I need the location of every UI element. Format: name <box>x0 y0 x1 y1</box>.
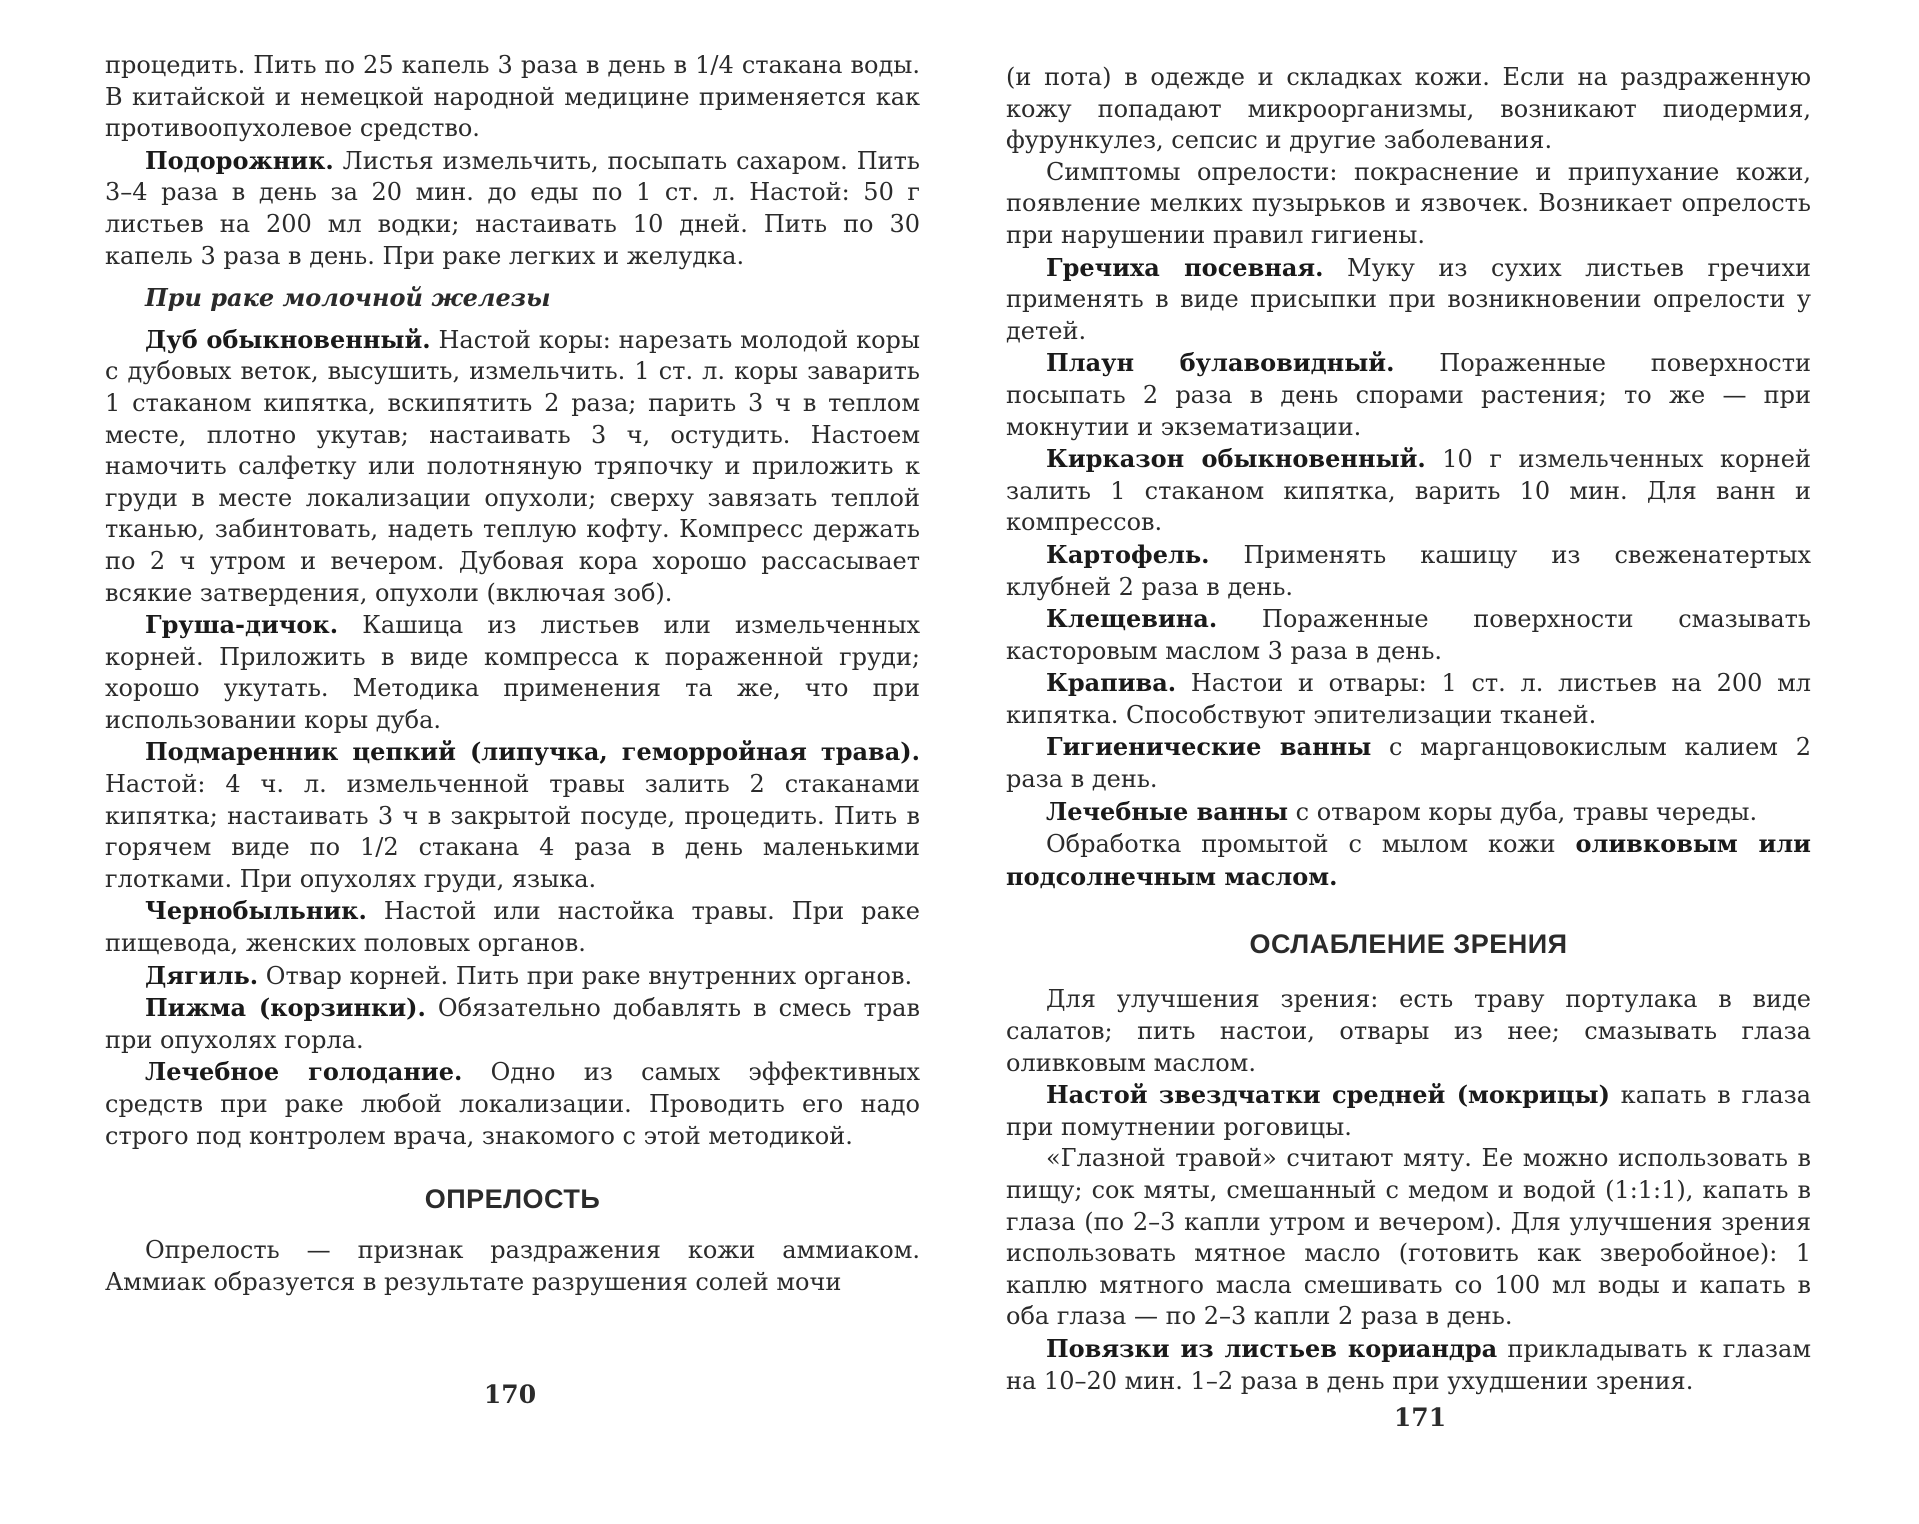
paragraph: (и пота) в одежде и складках кожи. Если на раздраженную кожу попадают микроорганизмы, возникают пиодермия, фурункулез, сепсис и другие заболевания. <box>1006 63 1811 155</box>
paragraph <box>1006 731 1811 795</box>
page-number: 170 <box>483 1380 537 1409</box>
paragraph-text: Настой коры: нарезать молодой коры с дубовых веток, высушить, измельчить. 1 ст. л. коры заварить 1 стаканом кипятка, вскипятить 2 раза; парить 3 ч в теплом месте, плотно укутав; настаивать 3 ч, остудить. Настоем намочить салфетку или полотняную тряпочку и приложить к груди в месте локализации опухоли; сверху завязать теплой тканью, забинтовать, надеть теплую кофту. Компресс держать по 2 ч утром и вечером. Дубовая кора хорошо рассасывает всякие затвердения, опухоли (включая зоб). <box>105 325 921 607</box>
paragraph <box>1006 828 1811 893</box>
paragraph <box>105 145 920 272</box>
herb-name: Плаун булавовидный. <box>1046 348 1395 378</box>
paragraph-text: Применять кашицу из свеженатертых клубней 2 раза в день. <box>1006 540 1811 601</box>
herb-name: Настой звездчатки средней (мокрицы) <box>1046 1080 1610 1110</box>
paragraph: Для улучшения зрения: есть траву портулака в виде салатов; пить настои, отвары из нее; смазывать глаза оливковым маслом. <box>1006 985 1811 1077</box>
page-number: 171 <box>1393 1403 1447 1432</box>
paragraph-text: Пораженные поверхности смазывать касторовым маслом 3 раза в день. <box>1006 605 1811 665</box>
paragraph-text: Кашица из листьев или измельченных корней. Приложить в виде компресса к пораженной груди; хорошо укутать. Методика применения та же, что при использовании коры дуба. <box>105 611 920 734</box>
section-title: ОСЛАБЛЕНИЕ ЗРЕНИЯ <box>1249 929 1568 960</box>
paragraph-text: Одно из самых эффективных средств при раке любой локализации. Проводить его надо строго под контролем врача, знакомого с этой методикой. <box>105 1058 921 1150</box>
herb-name: Крапива. <box>1046 668 1177 698</box>
paragraph-text: Муку из сухих листьев гречихи применять в виде присыпки при возникновении опрелости у детей. <box>1006 253 1812 345</box>
subheading: При раке молочной железы <box>145 283 551 313</box>
paragraph <box>1006 347 1811 443</box>
paragraph-text: Обязательно добавлять в смесь трав при опухолях горла. <box>105 994 920 1054</box>
herb-name: Клещевина. <box>1046 604 1218 634</box>
herb-name: Лечебные ванны <box>1046 796 1289 826</box>
page-left <box>105 50 920 1298</box>
paragraph-text: Настой или настойка травы. При раке пищевода, женских половых органов. <box>105 897 920 958</box>
herb-name: Чернобыльник. <box>145 896 367 926</box>
paragraph: «Глазной травой» считают мяту. Ее можно использовать в пищу; сок мяты, смешанный с медом и водой (1:1:1), капать в глаза (по 2–3 капли утром и вечером). Для улучшения зрения использовать мятное масло (готовить как зверобойное): 1 каплю мятного масла смешивать со 100 мл воды и капать в оба глаза — по 2–3 капли 2 раза в день. <box>1006 1144 1811 1331</box>
herb-name: Груша-дичок. <box>145 610 339 640</box>
herb-name: Гречиха посевная. <box>1046 252 1324 282</box>
paragraph-text: Настой: 4 ч. л. измельченной травы залить 2 стаканами кипятка; настаивать 3 ч в закрытой посуде, процедить. Пить в горячем виде по 1/2 стакана 4 раза в день маленькими глотками. При опухолях груди, языка. <box>105 770 920 893</box>
paragraph-text: 10 г измельченных корней залить 1 стаканом кипятка, варить 10 мин. Для ванн и компрессов. <box>1006 445 1811 537</box>
paragraph-text: с марганцовокислым калием 2 раза в день. <box>1006 733 1811 794</box>
paragraph: Симптомы опрелости: покраснение и припухание кожи, появление мелких пузырьков и язвочек. Возникает опрелость при нарушении правил гигиены. <box>1006 157 1811 249</box>
herb-name: оливковым или подсолнечным маслом. <box>1006 829 1811 891</box>
paragraph <box>105 960 920 993</box>
paragraph <box>1006 252 1811 348</box>
herb-name: Картофель. <box>1046 539 1210 569</box>
herb-name: Подмаренник цепкий (липучка, геморройная трава). <box>145 737 920 767</box>
herb-name: Лечебное голодание. <box>145 1057 463 1087</box>
paragraph <box>1006 1079 1811 1143</box>
paragraph <box>1006 667 1811 731</box>
page-right <box>1006 62 1811 1397</box>
herb-name: Подорожник. <box>145 145 334 175</box>
paragraph <box>105 736 920 895</box>
paragraph: Опрелость — признак раздражения кожи аммиаком. Аммиак образуется в результате разрушения солей мочи <box>105 1236 920 1296</box>
section-title: ОПРЕЛОСТЬ <box>424 1184 601 1215</box>
paragraph <box>105 609 920 736</box>
paragraph <box>105 324 920 609</box>
paragraph-text: Листья измельчить, посыпать сахаром. Пить 3–4 раза в день за 20 мин. до еды по 1 ст. л. Настой: 50 г листьев на 200 мл водки; настаивать 10 дней. Пить по 30 капель 3 раза в день. При раке легких и желудка. <box>105 146 920 270</box>
paragraph <box>1006 443 1811 539</box>
paragraph <box>105 992 920 1056</box>
paragraph-text: Пораженные поверхности посыпать 2 раза в день спорами растения; то же — при мокнутии и экзематизации. <box>1006 349 1812 441</box>
paragraph-text: Обработка промытой с мылом кожи <box>1046 830 1576 859</box>
herb-name: Кирказон обыкновенный. <box>1046 444 1426 474</box>
paragraph-text: Настои и отвары: 1 ст. л. листьев на 200 мл кипятка. Способствуют эпителизации тканей. <box>1006 669 1811 729</box>
paragraph <box>1006 796 1811 829</box>
herb-name: Гигиенические ванны <box>1046 732 1372 762</box>
herb-name: Пижма (корзинки). <box>145 993 426 1023</box>
paragraph-text: Отвар корней. Пить при раке внутренних органов. <box>258 961 913 990</box>
herb-name: Повязки из листьев кориандра <box>1046 1333 1498 1363</box>
paragraph <box>105 895 920 959</box>
paragraph-text: с отваром коры дуба, травы череды. <box>1288 797 1758 826</box>
paragraph <box>1006 539 1811 603</box>
paragraph-text: прикладывать к глазам на 10–20 мин. 1–2 раза в день при ухудшении зрения. <box>1006 1334 1811 1395</box>
paragraph-text: капать в глаза при помутнении роговицы. <box>1006 1081 1811 1141</box>
paragraph <box>1006 603 1811 667</box>
herb-name: Дуб обыкновенный. <box>145 324 431 354</box>
paragraph <box>105 1056 920 1152</box>
paragraph: процедить. Пить по 25 капель 3 раза в день в 1/4 стакана воды. В китайской и немецкой народной медицине применяется как противоопухолевое средство. <box>105 51 920 143</box>
herb-name: Дягиль. <box>145 960 259 990</box>
paragraph <box>1006 1333 1811 1397</box>
